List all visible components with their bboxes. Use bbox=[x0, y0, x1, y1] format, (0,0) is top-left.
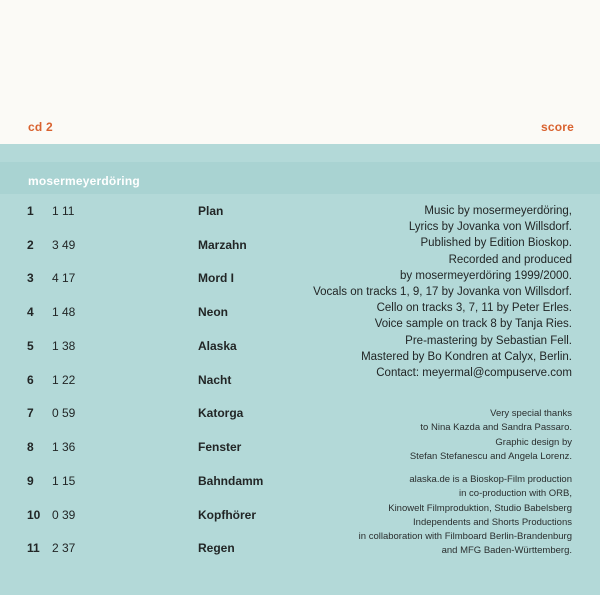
track-duration: 1 48 bbox=[52, 305, 76, 319]
credit-line: Published by Edition Bioskop. bbox=[420, 237, 572, 250]
credits-block bbox=[313, 203, 572, 381]
production-block bbox=[359, 473, 572, 559]
track-title: Katorga bbox=[198, 406, 244, 420]
track-title: Marzahn bbox=[198, 238, 247, 252]
production-line: and MFG Baden-Württemberg. bbox=[441, 545, 572, 557]
track-title: Regen bbox=[198, 541, 235, 555]
track-duration: 1 11 bbox=[52, 204, 75, 218]
track-number: 1 bbox=[27, 204, 34, 218]
track-duration: 3 49 bbox=[52, 238, 76, 252]
track-number: 4 bbox=[27, 305, 34, 319]
credit-line: Recorded and produced bbox=[448, 253, 572, 266]
track-row bbox=[0, 271, 300, 291]
track-duration: 0 59 bbox=[52, 406, 76, 420]
track-duration: 1 22 bbox=[52, 373, 76, 387]
thanks-line: to Nina Kazda and Sandra Passaro. bbox=[420, 422, 572, 434]
track-number: 9 bbox=[27, 474, 34, 488]
track-title: Alaska bbox=[198, 339, 237, 353]
track-title: Mord I bbox=[198, 271, 234, 285]
track-row bbox=[0, 474, 300, 494]
track-row bbox=[0, 204, 300, 224]
credit-line: by mosermeyerdöring 1999/2000. bbox=[400, 269, 572, 282]
track-title: Bahndamm bbox=[198, 474, 264, 488]
track-duration: 4 17 bbox=[52, 271, 76, 285]
track-duration: 2 37 bbox=[52, 541, 76, 555]
credit-line: Vocals on tracks 1, 9, 17 by Jovanka von Willsdorf. bbox=[313, 286, 572, 299]
track-row bbox=[0, 339, 300, 359]
top-margin bbox=[0, 0, 600, 144]
credit-line: Mastered by Bo Kondren at Calyx, Berlin. bbox=[361, 350, 572, 363]
credit-line: Music by mosermeyerdöring, bbox=[424, 205, 572, 217]
track-number: 3 bbox=[27, 271, 34, 285]
track-duration: 0 39 bbox=[52, 508, 76, 522]
credit-line: Pre-mastering by Sebastian Fell. bbox=[405, 334, 572, 347]
production-line: in collaboration with Filmboard Berlin-Brandenburg bbox=[358, 531, 572, 543]
production-line: alaska.de is a Bioskop-Film production bbox=[409, 474, 572, 485]
artist-name: mosermeyerdöring bbox=[28, 174, 140, 188]
track-row bbox=[0, 406, 300, 426]
thanks-block bbox=[410, 407, 572, 464]
track-title: Kopfhörer bbox=[198, 508, 256, 522]
track-number: 6 bbox=[27, 373, 34, 387]
credit-line: Lyrics by Jovanka von Willsdorf. bbox=[408, 221, 572, 234]
track-duration: 1 38 bbox=[52, 339, 76, 353]
track-duration: 1 36 bbox=[52, 440, 76, 454]
track-row bbox=[0, 541, 300, 561]
credit-line: Contact: meyermal@compuserve.com bbox=[376, 367, 572, 380]
track-row bbox=[0, 373, 300, 393]
track-row bbox=[0, 440, 300, 460]
production-line: Kinowelt Filmproduktion, Studio Babelsberg bbox=[388, 502, 572, 514]
track-number: 2 bbox=[27, 238, 34, 252]
track-duration: 1 15 bbox=[52, 474, 76, 488]
track-row bbox=[0, 238, 300, 258]
thanks-line: Stefan Stefanescu and Angela Lorenz. bbox=[409, 450, 572, 462]
track-row bbox=[0, 508, 300, 528]
track-number: 10 bbox=[27, 508, 41, 522]
track-title: Neon bbox=[198, 305, 228, 319]
track-title: Fenster bbox=[198, 440, 242, 454]
thanks-line: Very special thanks bbox=[490, 408, 572, 419]
track-number: 7 bbox=[27, 406, 34, 420]
production-line: in co-production with ORB, bbox=[459, 488, 572, 500]
track-number: 5 bbox=[27, 339, 34, 353]
production-line: Independents and Shorts Productions bbox=[413, 516, 572, 528]
track-number: 11 bbox=[27, 541, 40, 555]
track-title: Nacht bbox=[198, 373, 232, 387]
disc-label: cd 2 bbox=[28, 120, 53, 134]
track-title: Plan bbox=[198, 204, 224, 218]
track-row bbox=[0, 305, 300, 325]
album-label: score bbox=[540, 120, 574, 134]
credit-line: Cello on tracks 3, 7, 11 by Peter Erles. bbox=[376, 302, 572, 315]
track-number: 8 bbox=[27, 440, 34, 454]
credit-line: Voice sample on track 8 by Tanja Ries. bbox=[374, 318, 572, 331]
thanks-line: Graphic design by bbox=[495, 436, 572, 448]
